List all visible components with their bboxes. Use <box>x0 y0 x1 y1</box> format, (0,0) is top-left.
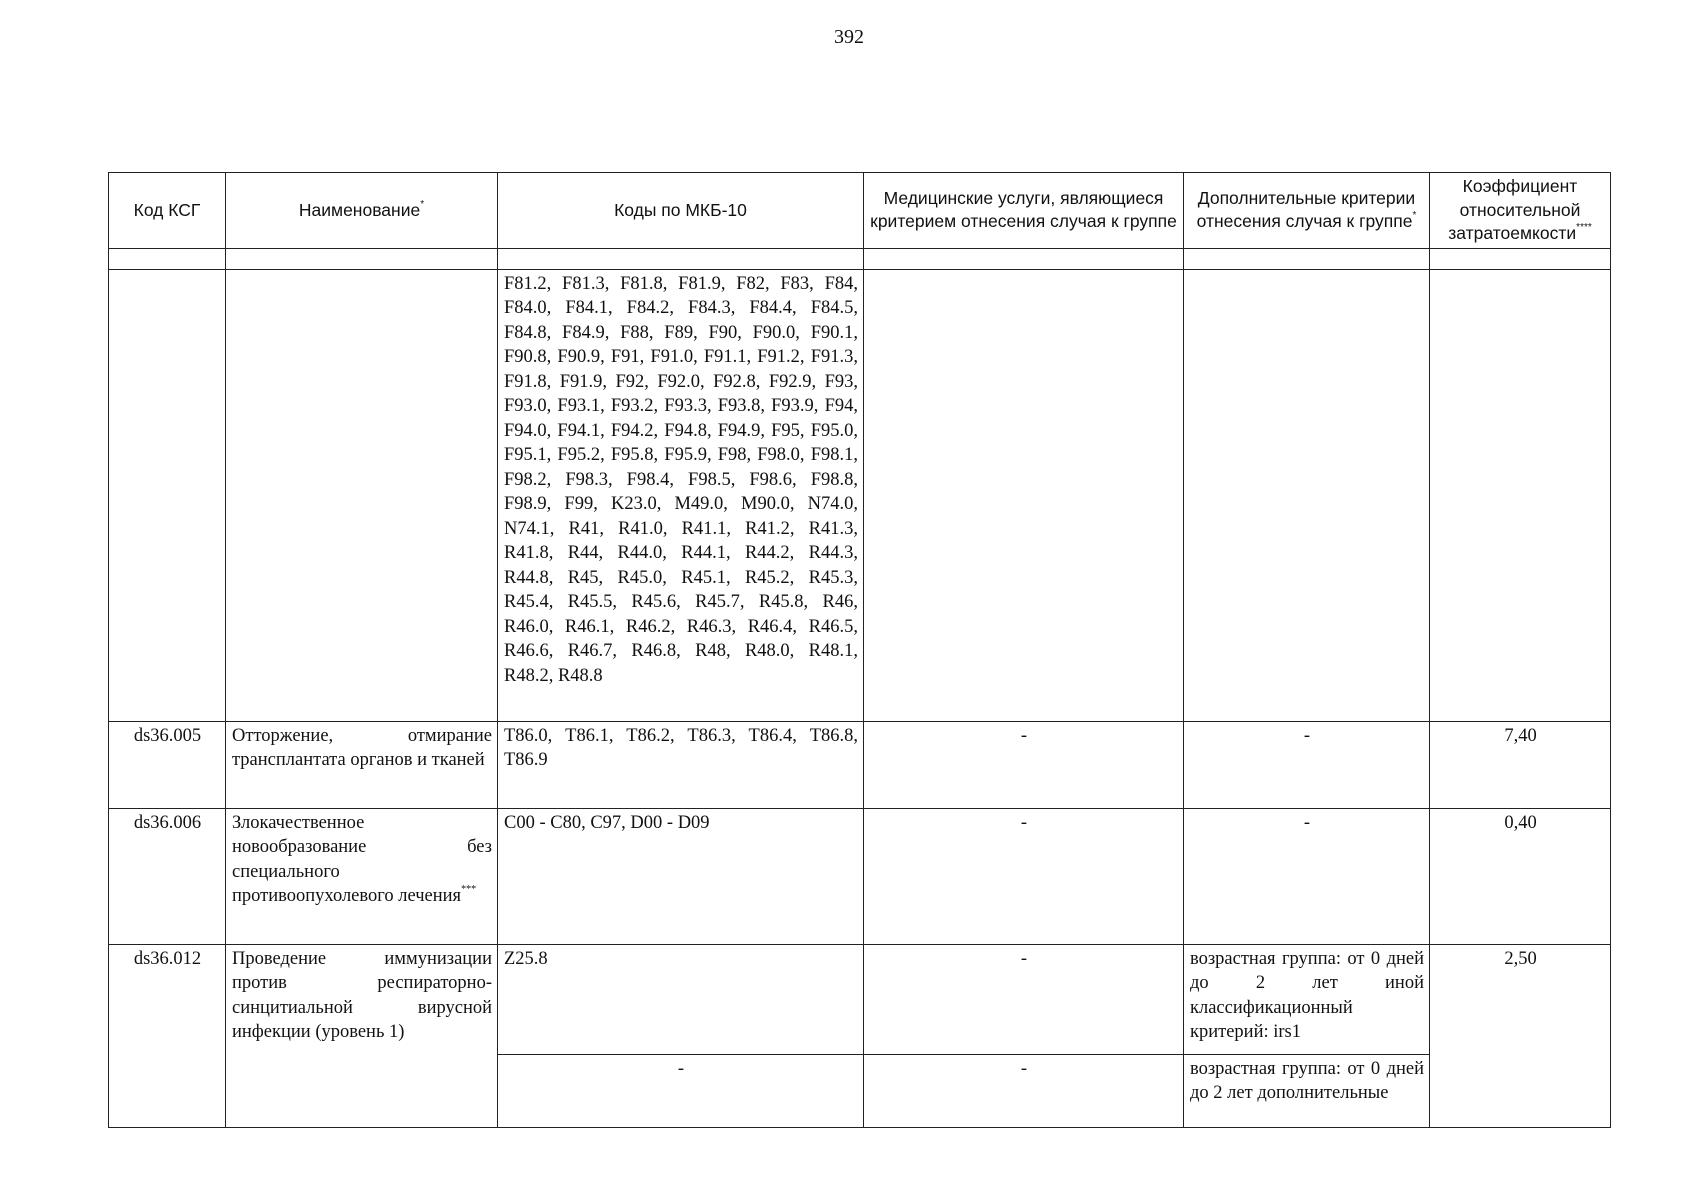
services-cell: - <box>864 721 1184 808</box>
mkb-codes-cell: T86.0, T86.1, T86.2, T86.3, T86.4, T86.8, T86.9 <box>498 721 864 808</box>
column-header-criteria: Дополнительные критерии отнесения случая к группе* <box>1184 173 1430 249</box>
ksg-name: Злокачественное новообразование без специального противоопухолевого лечения*** <box>226 808 498 944</box>
mkb-codes-cell: F81.2, F81.3, F81.8, F81.9, F82, F83, F84, F84.0, F84.1, F84.2, F84.3, F84.4, F84.5, F84.8, F84.9, F88, F89, F90, F90.0, F90.1, F90.8, F90.9, F91, F91.0, F91.1, F91.2, F91.3, F91.8, F91.9, F92, F92.0, F92.8, F92.9, F93, F93.0, F93.1, F93.2, F93.3, F93.8, F93.9, F94, F94.0, F94.1, F94.2, F94.8, F94.9, F95, F95.0, F95.1, F95.2, F95.8, F95.9, F98, F98.0, F98.1, F98.2, F98.3, F98.4, F98.5, F98.6, F98.8, F98.9, F99, K23.0, M49.0, M90.0, N74.0, N74.1, R41, R41.0, R41.1, R41.2, R41.3, R41.8, R44, R44.0, R44.1, R44.2, R44.3, R44.8, R45, R45.0, R45.1, R45.2, R45.3, R45.4, R45.5, R45.6, R45.7, R45.8, R46, R46.0, R46.1, R46.2, R46.3, R46.4, R46.5, R46.6, R46.7, R46.8, R48, R48.0, R48.1, R48.2, R48.8 <box>498 269 864 721</box>
mkb-codes-cell: Z25.8 <box>498 944 864 1054</box>
ksg-code: ds36.005 <box>109 721 226 808</box>
column-header-name: Наименование* <box>226 173 498 249</box>
header-row <box>109 173 1611 249</box>
table-row-ds36-012 <box>109 944 1611 1054</box>
ksg-code: ds36.006 <box>109 808 226 944</box>
ksg-name: Отторжение, отмирание трансплантата органов и тканей <box>226 721 498 808</box>
page-number: 392 <box>834 26 864 48</box>
coefficient-cell: 7,40 <box>1430 721 1611 808</box>
ksg-name: Проведение иммунизации против респираторно-синцитиальной вирусной инфекции (уровень 1) <box>226 944 498 1127</box>
mkb-codes-cell: - <box>498 1054 864 1127</box>
services-cell: - <box>864 944 1184 1054</box>
column-header-services: Медицинские услуги, являющиеся критерием отнесения случая к группе <box>864 173 1184 249</box>
column-header-code: Код КСГ <box>109 173 226 249</box>
criteria-cell: - <box>1184 808 1430 944</box>
ksg-code: ds36.012 <box>109 944 226 1127</box>
coefficient-cell: 2,50 <box>1430 944 1611 1127</box>
column-header-coefficient: Коэффициент относительной затратоемкости**** <box>1430 173 1611 249</box>
coefficient-cell: 0,40 <box>1430 808 1611 944</box>
services-cell: - <box>864 1054 1184 1127</box>
ksg-table <box>108 172 1611 1128</box>
criteria-cell: возрастная группа: от 0 дней до 2 лет иной классификационный критерий: irs1 <box>1184 944 1430 1054</box>
table-row-ds36-006 <box>109 808 1611 944</box>
column-header-mkb: Коды по МКБ-10 <box>498 173 864 249</box>
criteria-cell: возрастная группа: от 0 дней до 2 лет дополнительные <box>1184 1054 1430 1127</box>
mkb-codes-cell: C00 - C80, C97, D00 - D09 <box>498 808 864 944</box>
header-spacer-row <box>109 248 1611 269</box>
services-cell: - <box>864 808 1184 944</box>
table-row-continuation <box>109 269 1611 721</box>
criteria-cell: - <box>1184 721 1430 808</box>
table-row-ds36-005 <box>109 721 1611 808</box>
